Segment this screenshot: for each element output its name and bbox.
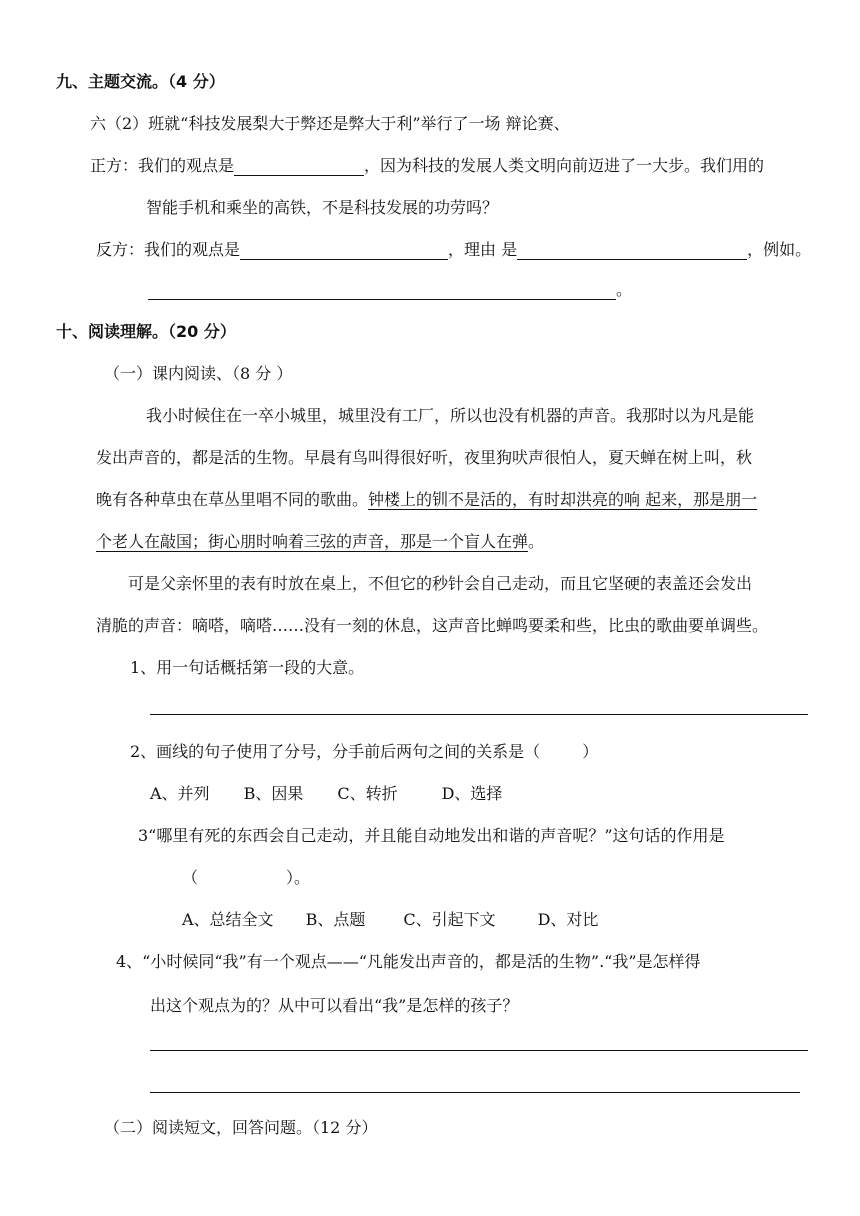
underlined-sentence-part1: 钟楼上的钏不是活的，有时却洪亮的响 起来，那是朋一 — [368, 490, 758, 509]
question-1-answer-line[interactable] — [150, 714, 808, 715]
con-viewpoint-blank[interactable] — [240, 241, 448, 260]
question-4-line2: 出这个观点为的？从中可以看出“我”是怎样的孩子？ — [150, 996, 519, 1015]
question-3-open: （ — [182, 868, 199, 887]
pro-lead: 正方：我们的观点是 — [90, 156, 235, 175]
question-3-answer-row — [182, 868, 310, 888]
con-example-label: ，例如。 — [747, 240, 812, 259]
q2-option-b[interactable]: B、因果 — [243, 784, 304, 803]
passage-line-3 — [96, 490, 757, 510]
q3-option-d[interactable]: D、对比 — [537, 910, 599, 929]
passage-line-6: 清脆的声音：嘀嗒，嘀嗒……没有一刻的休息，这声音比蝉鸣要柔和些，比虫的歌曲要单调些。 — [96, 616, 769, 635]
section-10-title: 十、阅读理解。（20 分） — [56, 322, 236, 341]
question-3-options — [182, 910, 598, 930]
con-statement-line1 — [96, 240, 811, 260]
passage-line-1: 我小时候住在一卒小城里，城里没有工厂，所以也没有机器的声音。我那时以为凡是能 — [146, 406, 755, 425]
question-3: 3“哪里有死的东西会自己走动，并且能自动地发出和谐的声音呢？”这句话的作用是 — [138, 826, 725, 845]
con-reason-label: ，理由 是 — [448, 240, 518, 259]
con-example-blank[interactable] — [148, 281, 616, 300]
con-example-line — [148, 280, 632, 300]
question-2-options — [150, 784, 502, 804]
question-3-close: ）。 — [286, 868, 311, 887]
passage-line-5: 可是父亲怀里的表有时放在桌上，不但它的秒针会自己走动，而且它坚硬的表盖还会发出 — [128, 574, 753, 593]
debate-intro: 六（2）班就“科技发展梨大于弊还是弊大于利”举行了一场 辩论赛、 — [90, 114, 570, 133]
q3-option-c[interactable]: C、引起下文 — [403, 910, 496, 929]
q2-option-c[interactable]: C、转折 — [337, 784, 398, 803]
question-2 — [130, 742, 598, 762]
question-1: 1、用一句话概括第一段的大意。 — [130, 658, 365, 677]
question-2-text: 2、画线的句子使用了分号，分手前后两句之间的关系是（ — [130, 742, 541, 761]
question-4-answer-line-1[interactable] — [150, 1050, 808, 1051]
con-lead: 反方：我们的观点是 — [96, 240, 241, 259]
passage-line-4 — [96, 532, 544, 552]
pro-statement-line2: 智能手机和乘坐的高铁，不是科技发展的功劳吗？ — [146, 198, 499, 217]
pro-statement-line1 — [90, 156, 764, 176]
con-example-end: 。 — [616, 280, 633, 299]
passage-line-2: 发出声音的，都是活的生物。早晨有鸟叫得很好听，夜里狗吠声很怕人，夏天蝉在树上叫，秋 — [96, 448, 753, 467]
con-reason-blank[interactable] — [517, 241, 747, 260]
question-2-close: ） — [582, 742, 599, 761]
q2-option-d[interactable]: D、选择 — [441, 784, 503, 803]
pro-viewpoint-blank[interactable] — [234, 157, 364, 176]
section-9-title: 九、主题交流。（4 分） — [56, 72, 225, 91]
part-2-title: （二）阅读短文，回答问题。（12 分） — [104, 1118, 378, 1137]
q3-option-a[interactable]: A、总结全文 — [182, 910, 274, 929]
passage-line-4-end: 。 — [528, 532, 545, 551]
passage-line-3-plain: 晚有各种草虫在草丛里唱不同的歌曲。 — [96, 490, 369, 509]
underlined-sentence-part2: 个老人在敲国；街心朋时响着三弦的声音，那是一个盲人在弹 — [96, 532, 529, 551]
q2-option-a[interactable]: A、并列 — [150, 784, 210, 803]
question-4-line1: 4、“小时候同“我”有一个观点——“凡能发出声音的，都是活的生物”.“我”是怎样得 — [116, 952, 701, 971]
q3-option-b[interactable]: B、点题 — [305, 910, 366, 929]
question-4-answer-line-2[interactable] — [150, 1092, 800, 1093]
pro-reason: ，因为科技的发展人类文明向前迈进了一大步。我们用的 — [364, 156, 765, 175]
part-1-title: （一）课内阅读、（8 分 ） — [104, 364, 293, 383]
